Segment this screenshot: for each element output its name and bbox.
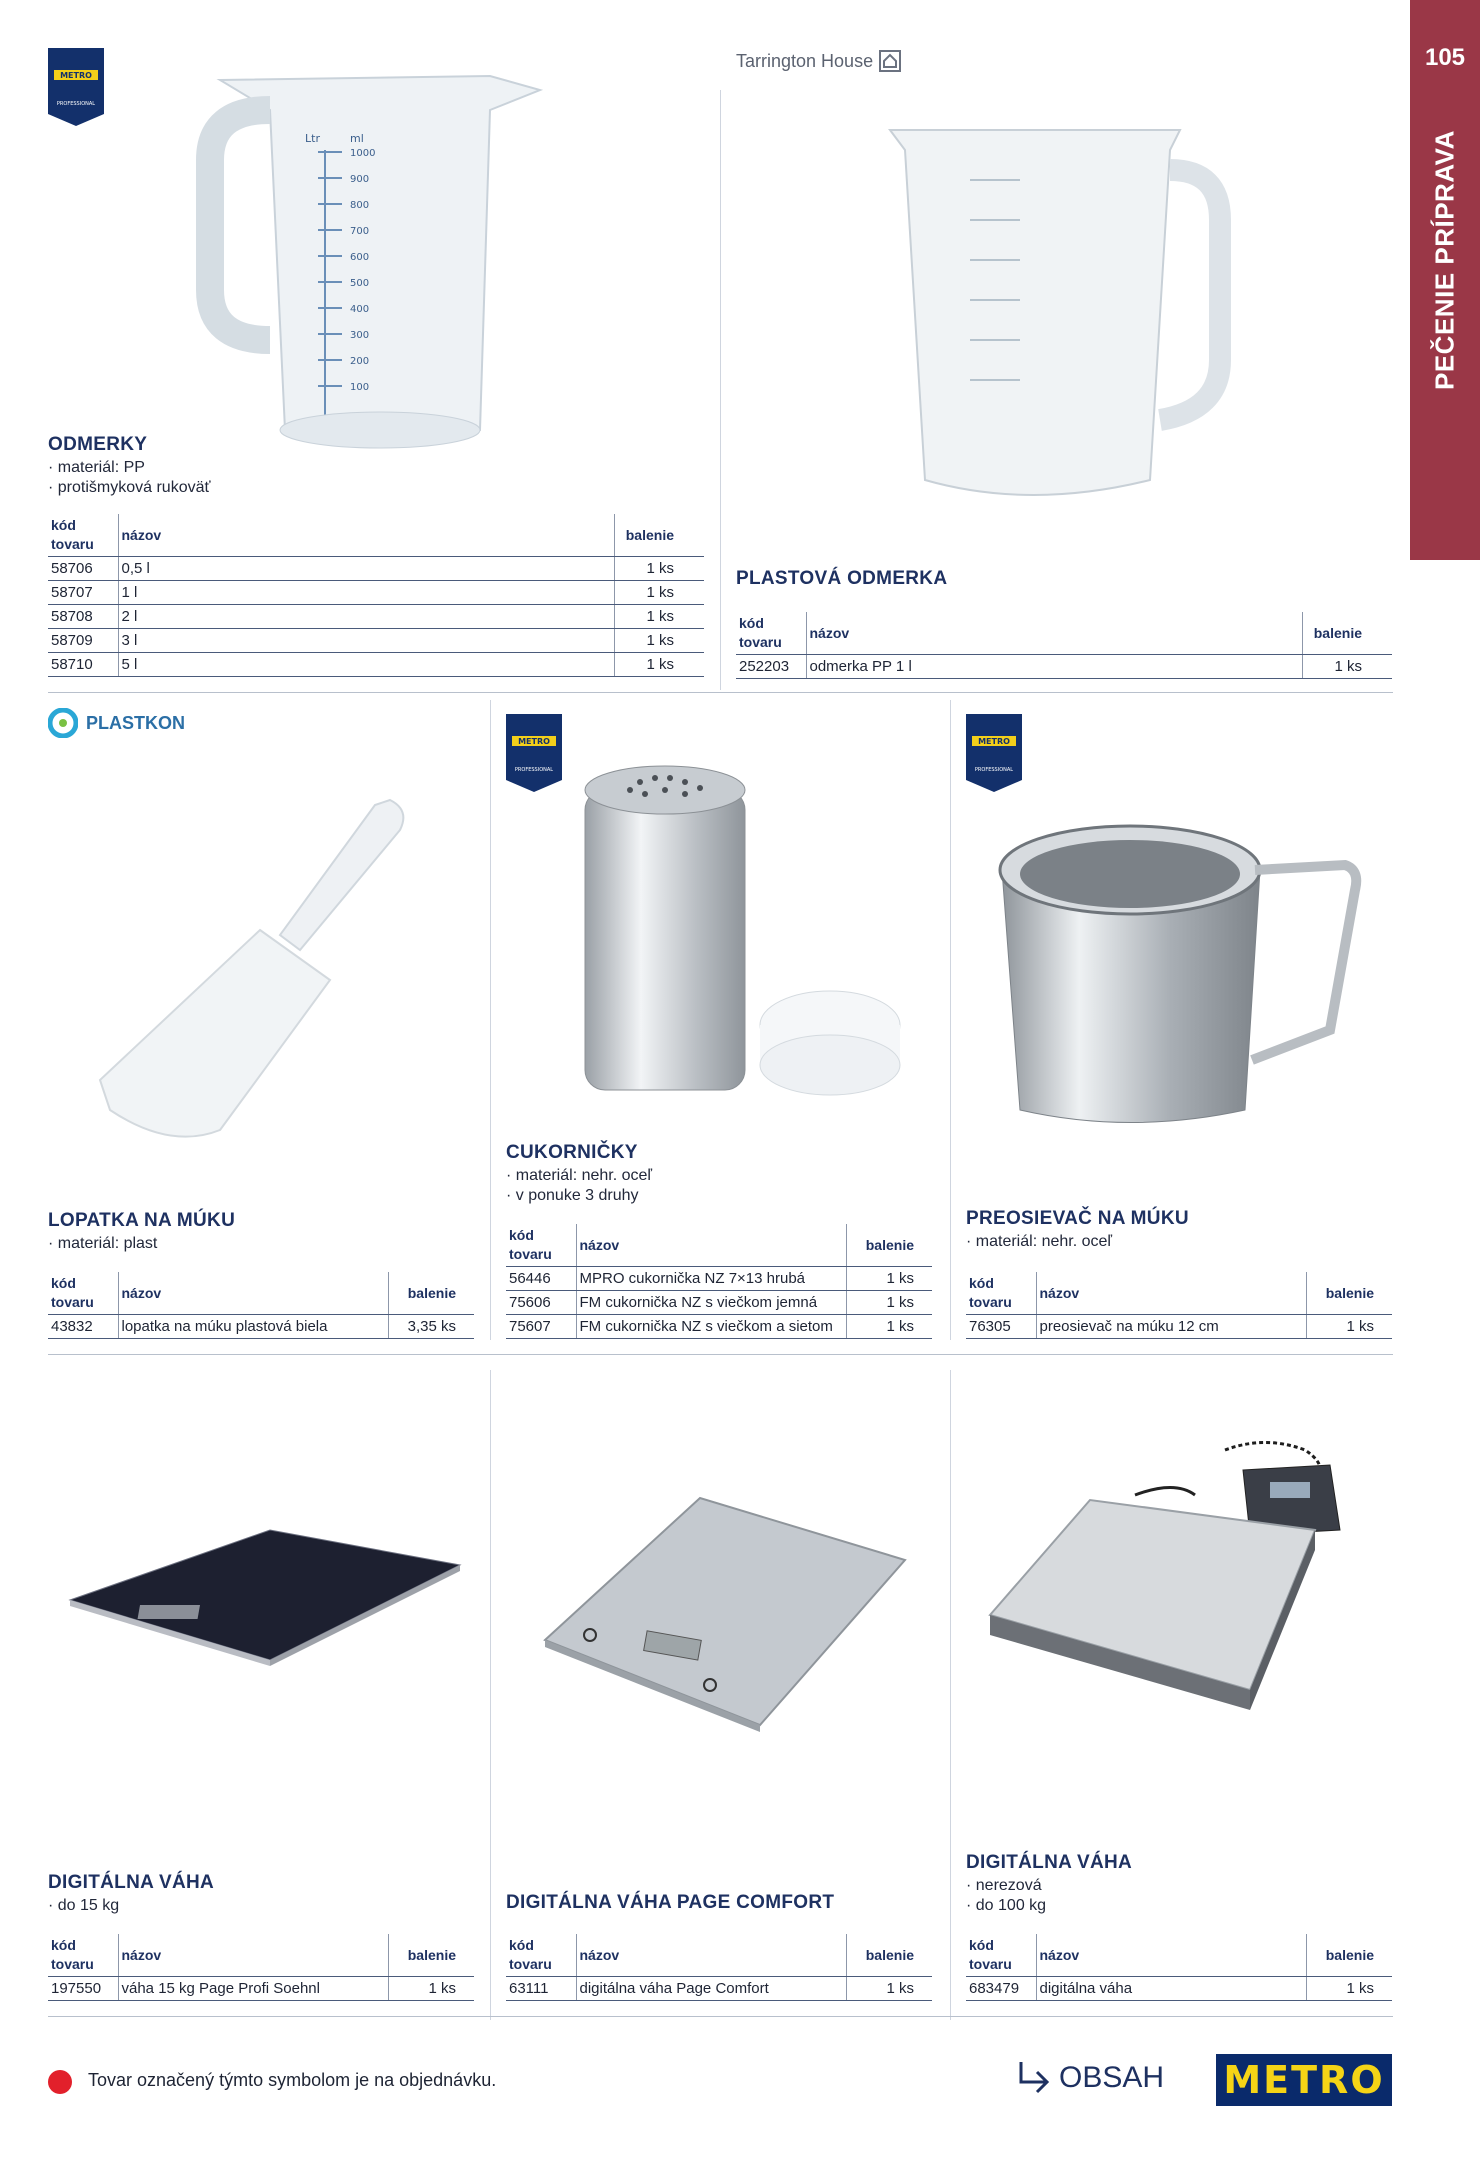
bullet: · do 15 kg [48,1896,214,1916]
cell-pack: 1 ks [614,605,704,629]
col-name: názov [806,612,1302,655]
tarrington-brand [736,50,901,72]
product-table-cukornicky [506,1224,932,1339]
table-row [48,557,704,581]
cell-name: 0,5 l [118,557,614,581]
product-table-vaha100 [966,1934,1392,2001]
metro-badge-text: METRO [60,71,92,80]
footer-note: Tovar označený týmto symbolom je na objednávku. [88,2070,497,2090]
product-table-lopatka [48,1272,474,1339]
table-row [506,1267,932,1291]
kitchen-scale-black-image [60,1520,470,1670]
col-pack: balenie [1306,1934,1392,1977]
col-code: kód tovaru [966,1934,1036,1977]
cell-code: 58706 [48,557,118,581]
scale-ltr-label: Ltr [305,132,320,145]
section-title: PEČENIE PRÍPRAVA [1429,130,1460,390]
scale-tick-label: 800 [350,200,370,211]
product-table-vaha-comfort [506,1934,932,2001]
order-symbol-dot [48,2070,72,2094]
col-name: názov [576,1934,846,1977]
cell-name: 5 l [118,653,614,677]
cell-code: 75606 [506,1291,576,1315]
product-vaha15 [48,1872,214,1916]
cell-name: digitálna váha [1036,1977,1306,2001]
cell-name: 3 l [118,629,614,653]
table-row [966,1977,1392,2001]
product-bullets [506,1166,652,1206]
col-pack: balenie [1302,612,1392,655]
product-title: ODMERKY [48,434,148,455]
table-row [48,653,704,677]
product-title: DIGITÁLNA VÁHA PAGE COMFORT [506,1892,835,1913]
metro-badge-text: METRO [978,737,1010,746]
table-row [48,629,704,653]
scale-tick-label: 700 [350,226,370,237]
bullet: · protišmyková rukoväť [48,478,708,498]
product-table-plastova-odmerka [736,612,1392,679]
product-title: CUKORNIČKY [506,1142,638,1163]
platform-scale-image [985,1440,1375,1720]
col-name: názov [118,1272,388,1315]
cell-code: 197550 [48,1977,118,2001]
cell-pack: 3,35 ks [388,1315,474,1339]
scale-tick-label: 600 [350,252,370,263]
scale-tick-label: 200 [350,356,370,367]
product-title: DIGITÁLNA VÁHA [966,1852,1133,1873]
scale-tick-label: 100 [350,382,370,393]
page-number: 105 [1424,44,1466,71]
cell-name: FM cukornička NZ s viečkom jemná [576,1291,846,1315]
plastic-measuring-cup-image [880,110,1240,510]
cell-pack: 1 ks [1306,1977,1392,2001]
cell-pack: 1 ks [614,653,704,677]
col-pack: balenie [846,1224,932,1267]
sugar-shaker-image [570,760,910,1120]
cell-pack: 1 ks [388,1977,474,2001]
scale-tick-label: 900 [350,174,370,185]
col-name: názov [118,514,614,557]
plastkon-icon [48,708,78,738]
cell-pack: 1 ks [614,581,704,605]
divider-v [490,1370,491,2020]
divider-h [48,1354,1393,1355]
scale-tick-label: 500 [350,278,370,289]
product-preosievac [966,1208,1189,1252]
col-pack: balenie [846,1934,932,1977]
product-vaha-comfort [506,1892,834,1914]
bullet: · materiál: nehr. oceľ [966,1232,1189,1252]
tarrington-label: Tarrington House [736,50,874,71]
product-cukornicky [506,1142,652,1206]
bullet: · materiál: nehr. oceľ [506,1166,652,1186]
col-pack: balenie [388,1272,474,1315]
cell-name: váha 15 kg Page Profi Soehnl [118,1977,388,2001]
table-row [506,1977,932,2001]
scale-tick-label: 400 [350,304,370,315]
product-bullets [966,1876,1132,1916]
col-code: kód tovaru [506,1934,576,1977]
cell-name: digitálna váha Page Comfort [576,1977,846,2001]
product-plastova-odmerka [736,568,947,590]
cell-code: 56446 [506,1267,576,1291]
col-name: názov [1036,1272,1306,1315]
cell-pack: 1 ks [614,629,704,653]
col-name: názov [118,1934,388,1977]
cell-code: 58708 [48,605,118,629]
col-name: názov [576,1224,846,1267]
flour-scoop-image [90,780,420,1150]
plastkon-label: PLASTKON [86,712,185,733]
col-code: kód tovaru [736,612,806,655]
plastkon-brand [48,708,185,738]
col-code: kód tovaru [48,1934,118,1977]
col-code: kód tovaru [966,1272,1036,1315]
metro-badge-text: METRO [518,737,550,746]
kitchen-scale-glass-image [530,1490,920,1740]
scale-tick-label: 1000 [350,148,376,159]
cell-name: 1 l [118,581,614,605]
bullet: · materiál: PP [48,458,708,478]
table-row [48,581,704,605]
product-table-odmerky [48,514,704,677]
product-bullets [48,1234,235,1254]
product-table-vaha15 [48,1934,474,2001]
bullet: · nerezová [966,1876,1132,1896]
product-lopatka [48,1210,235,1254]
cell-pack: 1 ks [846,1977,932,2001]
metro-badge-sub: PROFESSIONAL [974,767,1014,773]
table-row [966,1315,1392,1339]
col-code: kód tovaru [506,1224,576,1267]
flour-sifter-image [990,810,1370,1140]
cell-name: FM cukornička NZ s viečkom a sietom [576,1315,846,1339]
product-bullets [48,1896,214,1916]
table-row [48,1977,474,2001]
divider-v [720,90,721,690]
cell-code: 58709 [48,629,118,653]
divider-v [950,1370,951,2020]
divider-v [490,700,491,1340]
cell-code: 63111 [506,1977,576,2001]
divider-h [48,692,1393,693]
cell-code: 43832 [48,1315,118,1339]
metro-professional-badge [506,714,562,794]
cell-code: 76305 [966,1315,1036,1339]
cell-code: 58710 [48,653,118,677]
cell-code: 75607 [506,1315,576,1339]
cell-name: lopatka na múku plastová biela [118,1315,388,1339]
product-title: LOPATKA NA MÚKU [48,1210,236,1231]
cell-pack: 1 ks [1306,1315,1392,1339]
cell-pack: 1 ks [846,1315,932,1339]
obsah-link[interactable] [1015,2056,1164,2100]
cell-pack: 1 ks [1302,655,1392,679]
table-row [506,1291,932,1315]
obsah-label: OBSAH [1059,2061,1165,2094]
col-code: kód tovaru [48,514,118,557]
metro-badge-sub: PROFESSIONAL [514,767,554,773]
product-title: DIGITÁLNA VÁHA [48,1872,215,1893]
product-bullets [48,458,708,498]
bullet: · materiál: plast [48,1234,235,1254]
metro-professional-badge [48,48,104,128]
cell-name: odmerka PP 1 l [806,655,1302,679]
divider-h [48,2016,1393,2017]
product-title: PREOSIEVAČ NA MÚKU [966,1208,1189,1229]
cell-name: preosievač na múku 12 cm [1036,1315,1306,1339]
product-vaha100 [966,1852,1132,1916]
product-title: PLASTOVÁ ODMERKA [736,568,948,589]
bullet: · do 100 kg [966,1896,1132,1916]
product-bullets [966,1232,1189,1252]
product-table-preosievac [966,1272,1392,1339]
col-name: názov [1036,1934,1306,1977]
cell-pack: 1 ks [846,1291,932,1315]
product-odmerky [48,434,708,498]
col-pack: balenie [1306,1272,1392,1315]
col-pack: balenie [614,514,704,557]
return-arrow-icon [1015,2058,1055,2098]
metro-logo-text: METRO [1223,2058,1385,2102]
measuring-jug-image [190,70,550,460]
scale-tick-label: 300 [350,330,370,341]
metro-badge-sub: PROFESSIONAL [56,101,96,107]
table-row [506,1315,932,1339]
section-tab [1410,0,1480,560]
cell-pack: 1 ks [846,1267,932,1291]
col-code: kód tovaru [48,1272,118,1315]
house-icon [879,50,901,72]
cell-name: MPRO cukornička NZ 7×13 hrubá [576,1267,846,1291]
cell-code: 252203 [736,655,806,679]
cell-code: 58707 [48,581,118,605]
cell-code: 683479 [966,1977,1036,2001]
scale-ml-label: ml [350,132,364,145]
col-pack: balenie [388,1934,474,1977]
metro-professional-badge [966,714,1022,794]
table-row [736,655,1392,679]
bullet: · v ponuke 3 druhy [506,1186,652,1206]
cell-pack: 1 ks [614,557,704,581]
table-row [48,605,704,629]
cell-name: 2 l [118,605,614,629]
metro-logo [1216,2054,1392,2106]
table-row [48,1315,474,1339]
divider-v [950,700,951,1340]
